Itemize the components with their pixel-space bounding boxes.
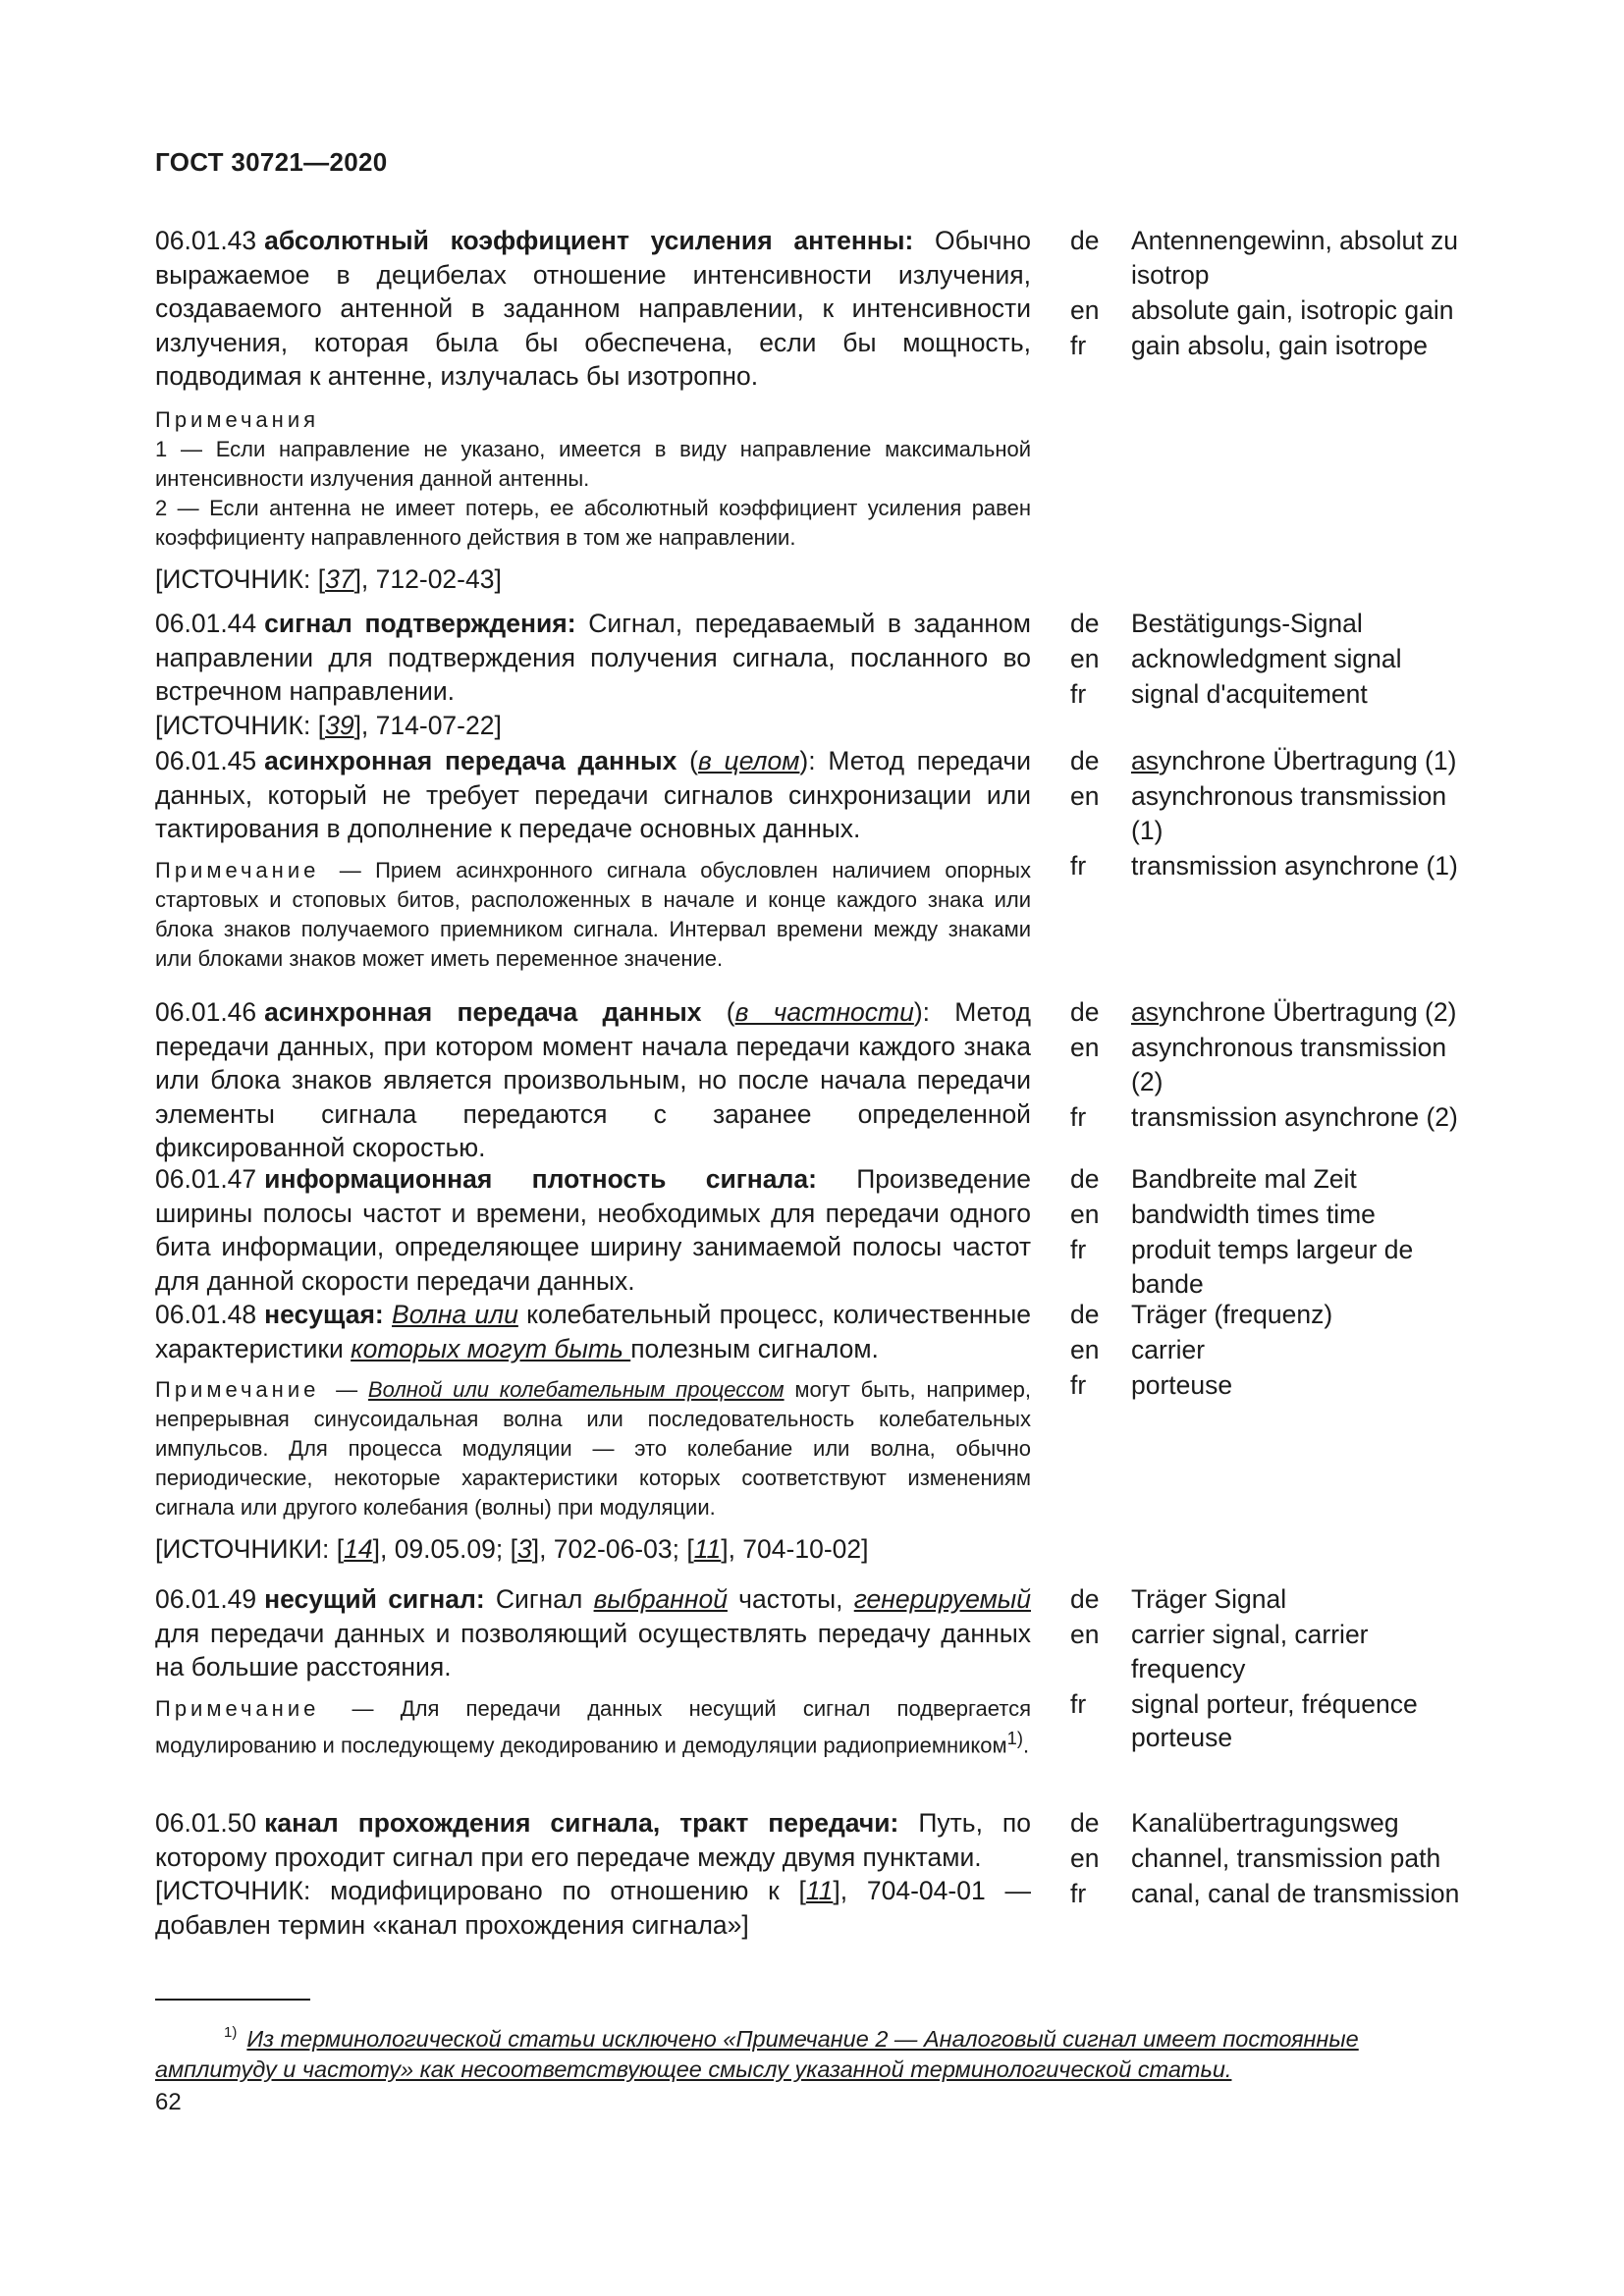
entry-source: [ИСТОЧНИК: модифицировано по отношению к [11], 704-04-01 — добавлен термин «канал прохождения сигнала»] <box>155 1876 1031 1940</box>
entry-note: Примечание — Волной или колебательным процессом могут быть, например, непрерывная синусоидальная волна или последовательность колебательных импульсов. Для процесса модуляции — это колебание или волна, обычно периодические, некоторые характеристики которых соответствуют изменениям сигнала или другого колебания (волны) при модуляции. <box>155 1377 1031 1520</box>
entry-text: Сигнал, передаваемый в заданном направлении для подтверждения получения сигнала, посланного во встречном направлении. <box>155 609 1031 706</box>
term-qualifier: в частности <box>734 997 914 1027</box>
entry-text: Путь, по которому проходит сигнал при его передаче между двумя пунктами. <box>155 1808 1032 1872</box>
term-qualifier: в целом <box>697 746 800 775</box>
entry-definition <box>155 1162 1031 1298</box>
note-label: Примечание <box>155 857 320 882</box>
source-ref-link[interactable]: 3 <box>516 1534 532 1564</box>
lang-de: de asynchrone Übertragung (2) <box>1070 997 1457 1027</box>
entry-definition <box>155 1806 1031 1874</box>
entry-definition: 06.01.49 несущий сигнал: Сигнал выбранной частоты, генерируемый для передачи данных и позволяющий осуществлять передачу данных на большие расстояния. <box>155 1584 1031 1682</box>
notes-title: Примечания <box>155 406 320 432</box>
lang-en: en asynchronous transmission (2) <box>1070 1033 1447 1096</box>
footnote <box>155 2017 1481 2085</box>
entry-equivalents <box>1070 607 1463 713</box>
entry-text: Обычно выражаемое в децибелах отношение интенсивности излучения, создаваемого антенной в заданном направлении, к интенсивности излучения, которая была бы обеспечена, если бы мощность, подводимая к антенне, излучалась бы изотропно. <box>155 226 1031 391</box>
entry-equivalents <box>1070 1298 1463 1404</box>
entry-06-01-45 <box>155 744 1481 974</box>
lang-en: en channel, transmission path <box>1070 1843 1441 1873</box>
lang-fr: fr gain absolu, gain isotrope <box>1070 330 1429 360</box>
source-ref-link[interactable]: 39 <box>325 710 354 740</box>
entry-equivalents <box>1070 1162 1463 1303</box>
entry-number: 06.01.48 <box>155 1300 257 1329</box>
lang-de: de Bandbreite mal Zeit <box>1070 1164 1357 1194</box>
entry-source: [ИСТОЧНИК: [37], 712-02-43] <box>155 563 502 594</box>
entry-definition: 06.01.48 несущая: Волна или колебательный процесс, количественные характеристики которых могут быть полезным сигналом. <box>155 1300 1031 1363</box>
lang-fr: fr produit temps largeur de bande <box>1070 1235 1414 1299</box>
note-label: Примечание <box>155 1377 320 1402</box>
note-2: 2 — Если антенна не имеет потерь, ее абсолютный коэффициент усиления равен коэффициенту направленного действия в том же направлении. <box>155 495 1031 550</box>
entry-source: [ИСТОЧНИК: [39], 714-07-22] <box>155 710 502 740</box>
entry-equivalents <box>1070 744 1463 884</box>
entry-term: сигнал подтверждения: <box>264 609 576 638</box>
entry-text: Метод передачи данных, при котором момент начала передачи каждого знака или блока знаков является произвольным, но после начала передачи элементы сигнала передаются с заранее определенной фиксированной скоростью. <box>155 997 1031 1162</box>
lang-de: de Bestätigungs-Signal <box>1070 609 1363 638</box>
source-ref-link[interactable]: 37 <box>325 563 354 594</box>
lang-fr: fr transmission asynchrone (1) <box>1070 850 1458 881</box>
entry-definition <box>155 224 1031 394</box>
note-text: — Прием асинхронного сигнала обусловлен наличием опорных стартовых и стоповых битов, расположенных в начале и конце каждого знака или блока знаков получаемого приемником сигнала. Интервал времени между знаками или блоками знаков может иметь переменное значение. <box>155 857 1031 971</box>
document-header: ГОСТ 30721—2020 <box>155 147 388 177</box>
lang-de: de Antennengewinn, absolut zu isotrop <box>1070 226 1458 290</box>
lang-fr: fr signal d'acquitement <box>1070 679 1368 709</box>
entry-equivalents <box>1070 995 1463 1136</box>
entry-term: канал прохождения сигнала, тракт передачи: <box>264 1808 899 1838</box>
footnote-divider <box>155 1999 310 2001</box>
entry-term: несущая: <box>264 1300 384 1329</box>
entry-number: 06.01.45 <box>155 746 257 775</box>
entry-note: Примечание — Для передачи данных несущий сигнал подвергается модулированию и последующему декодированию и демодуляции радиоприемником$^{1)}$. <box>155 1695 1031 1757</box>
entry-equivalents <box>1070 224 1463 364</box>
entry-number: 06.01.44 <box>155 609 257 638</box>
entry-note <box>155 856 1031 974</box>
entry-definition: 06.01.46 асинхронная передача данных (в частности): Метод передачи данных, при котором момент начала передачи каждого знака или блока знаков является произвольным, но после начала передачи элементы сигнала передаются с заранее определенной фиксированной скоростью. <box>155 997 1031 1162</box>
lang-en: en carrier <box>1070 1335 1206 1364</box>
entry-06-01-47 <box>155 1162 1481 1298</box>
entry-06-01-49 <box>155 1582 1481 1760</box>
note-1: 1 — Если направление не указано, имеется в виду направление максимальной интенсивности излучения данной антенны. <box>155 436 1031 491</box>
entry-equivalents <box>1070 1806 1463 1912</box>
note-label: Примечание <box>155 1695 320 1721</box>
entry-notes <box>155 405 1031 553</box>
entry-definition <box>155 607 1031 709</box>
lang-fr: fr signal porteur, fréquence porteuse <box>1070 1688 1418 1752</box>
lang-en: en absolute gain, isotropic gain <box>1070 294 1454 325</box>
lang-fr: fr canal, canal de transmission <box>1070 1879 1460 1908</box>
entry-number: 06.01.43 <box>155 226 257 255</box>
footnote-number: 1) <box>224 2024 238 2041</box>
source-ref-link[interactable]: 11 <box>805 1876 834 1905</box>
source-ref-link[interactable]: 11 <box>693 1534 722 1564</box>
entry-number: 06.01.46 <box>155 997 257 1027</box>
footnote-text: Из терминологической статьи исключено «Примечание 2 — Аналоговый сигнал имеет постоянные амплитуду и частоту» как несоответствующее смыслу указанной терминологической статьи. <box>155 2026 1359 2082</box>
entry-06-01-43 <box>155 224 1481 596</box>
lang-de: de Träger Signal <box>1070 1584 1287 1614</box>
page-number: 62 <box>155 2089 182 2115</box>
entry-term: абсолютный коэффициент усиления антенны: <box>264 226 914 255</box>
entry-number: 06.01.47 <box>155 1164 257 1194</box>
entry-definition: 06.01.45 асинхронная передача данных (в целом): Метод передачи данных, который не требует передачи сигналов синхронизации или тактирования в дополнение к передаче основных данных. <box>155 746 1032 843</box>
lang-en: en acknowledgment signal <box>1070 644 1402 673</box>
entry-number: 06.01.50 <box>155 1808 257 1838</box>
entry-06-01-44 <box>155 607 1481 742</box>
entry-06-01-46 <box>155 995 1481 1165</box>
entry-term: информационная плотность сигнала: <box>264 1164 817 1194</box>
lang-en: en asynchronous transmission (1) <box>1070 781 1447 845</box>
lang-en: en bandwidth times time <box>1070 1200 1376 1229</box>
entry-equivalents <box>1070 1582 1463 1756</box>
entry-term: асинхронная передача данных <box>264 746 677 775</box>
entry-term: асинхронная передача данных <box>264 997 702 1027</box>
entry-source: [ИСТОЧНИКИ: [14], 09.05.09; [3], 702-06-03; [11], 704-10-02] <box>155 1534 869 1564</box>
lang-fr: fr transmission asynchrone (2) <box>1070 1101 1458 1132</box>
lang-de: de Träger (frequenz) <box>1070 1300 1333 1329</box>
lang-de: de Kanalübertragungsweg <box>1070 1808 1399 1838</box>
footnote-mark[interactable]: 1) <box>1006 1727 1023 1748</box>
entry-text: Метод передачи данных, который не требует передачи сигналов синхронизации или тактирования в дополнение к передаче основных данных. <box>155 746 1032 843</box>
lang-de: de asynchrone Übertragung (1) <box>1070 746 1457 775</box>
lang-en: en carrier signal, carrier frequency <box>1070 1620 1369 1683</box>
entry-06-01-50 <box>155 1806 1481 1942</box>
source-ref-link[interactable]: 14 <box>344 1534 373 1564</box>
entry-text: Произведение ширины полосы частот и времени, необходимых для передачи одного бита информации, определяющее ширину занимаемой полосы частот для данной скорости передачи данных. <box>155 1164 1031 1296</box>
entry-06-01-48 <box>155 1298 1481 1567</box>
entry-term: несущий сигнал: <box>264 1584 485 1614</box>
entry-number: 06.01.49 <box>155 1584 257 1614</box>
lang-fr: fr porteuse <box>1070 1370 1233 1400</box>
